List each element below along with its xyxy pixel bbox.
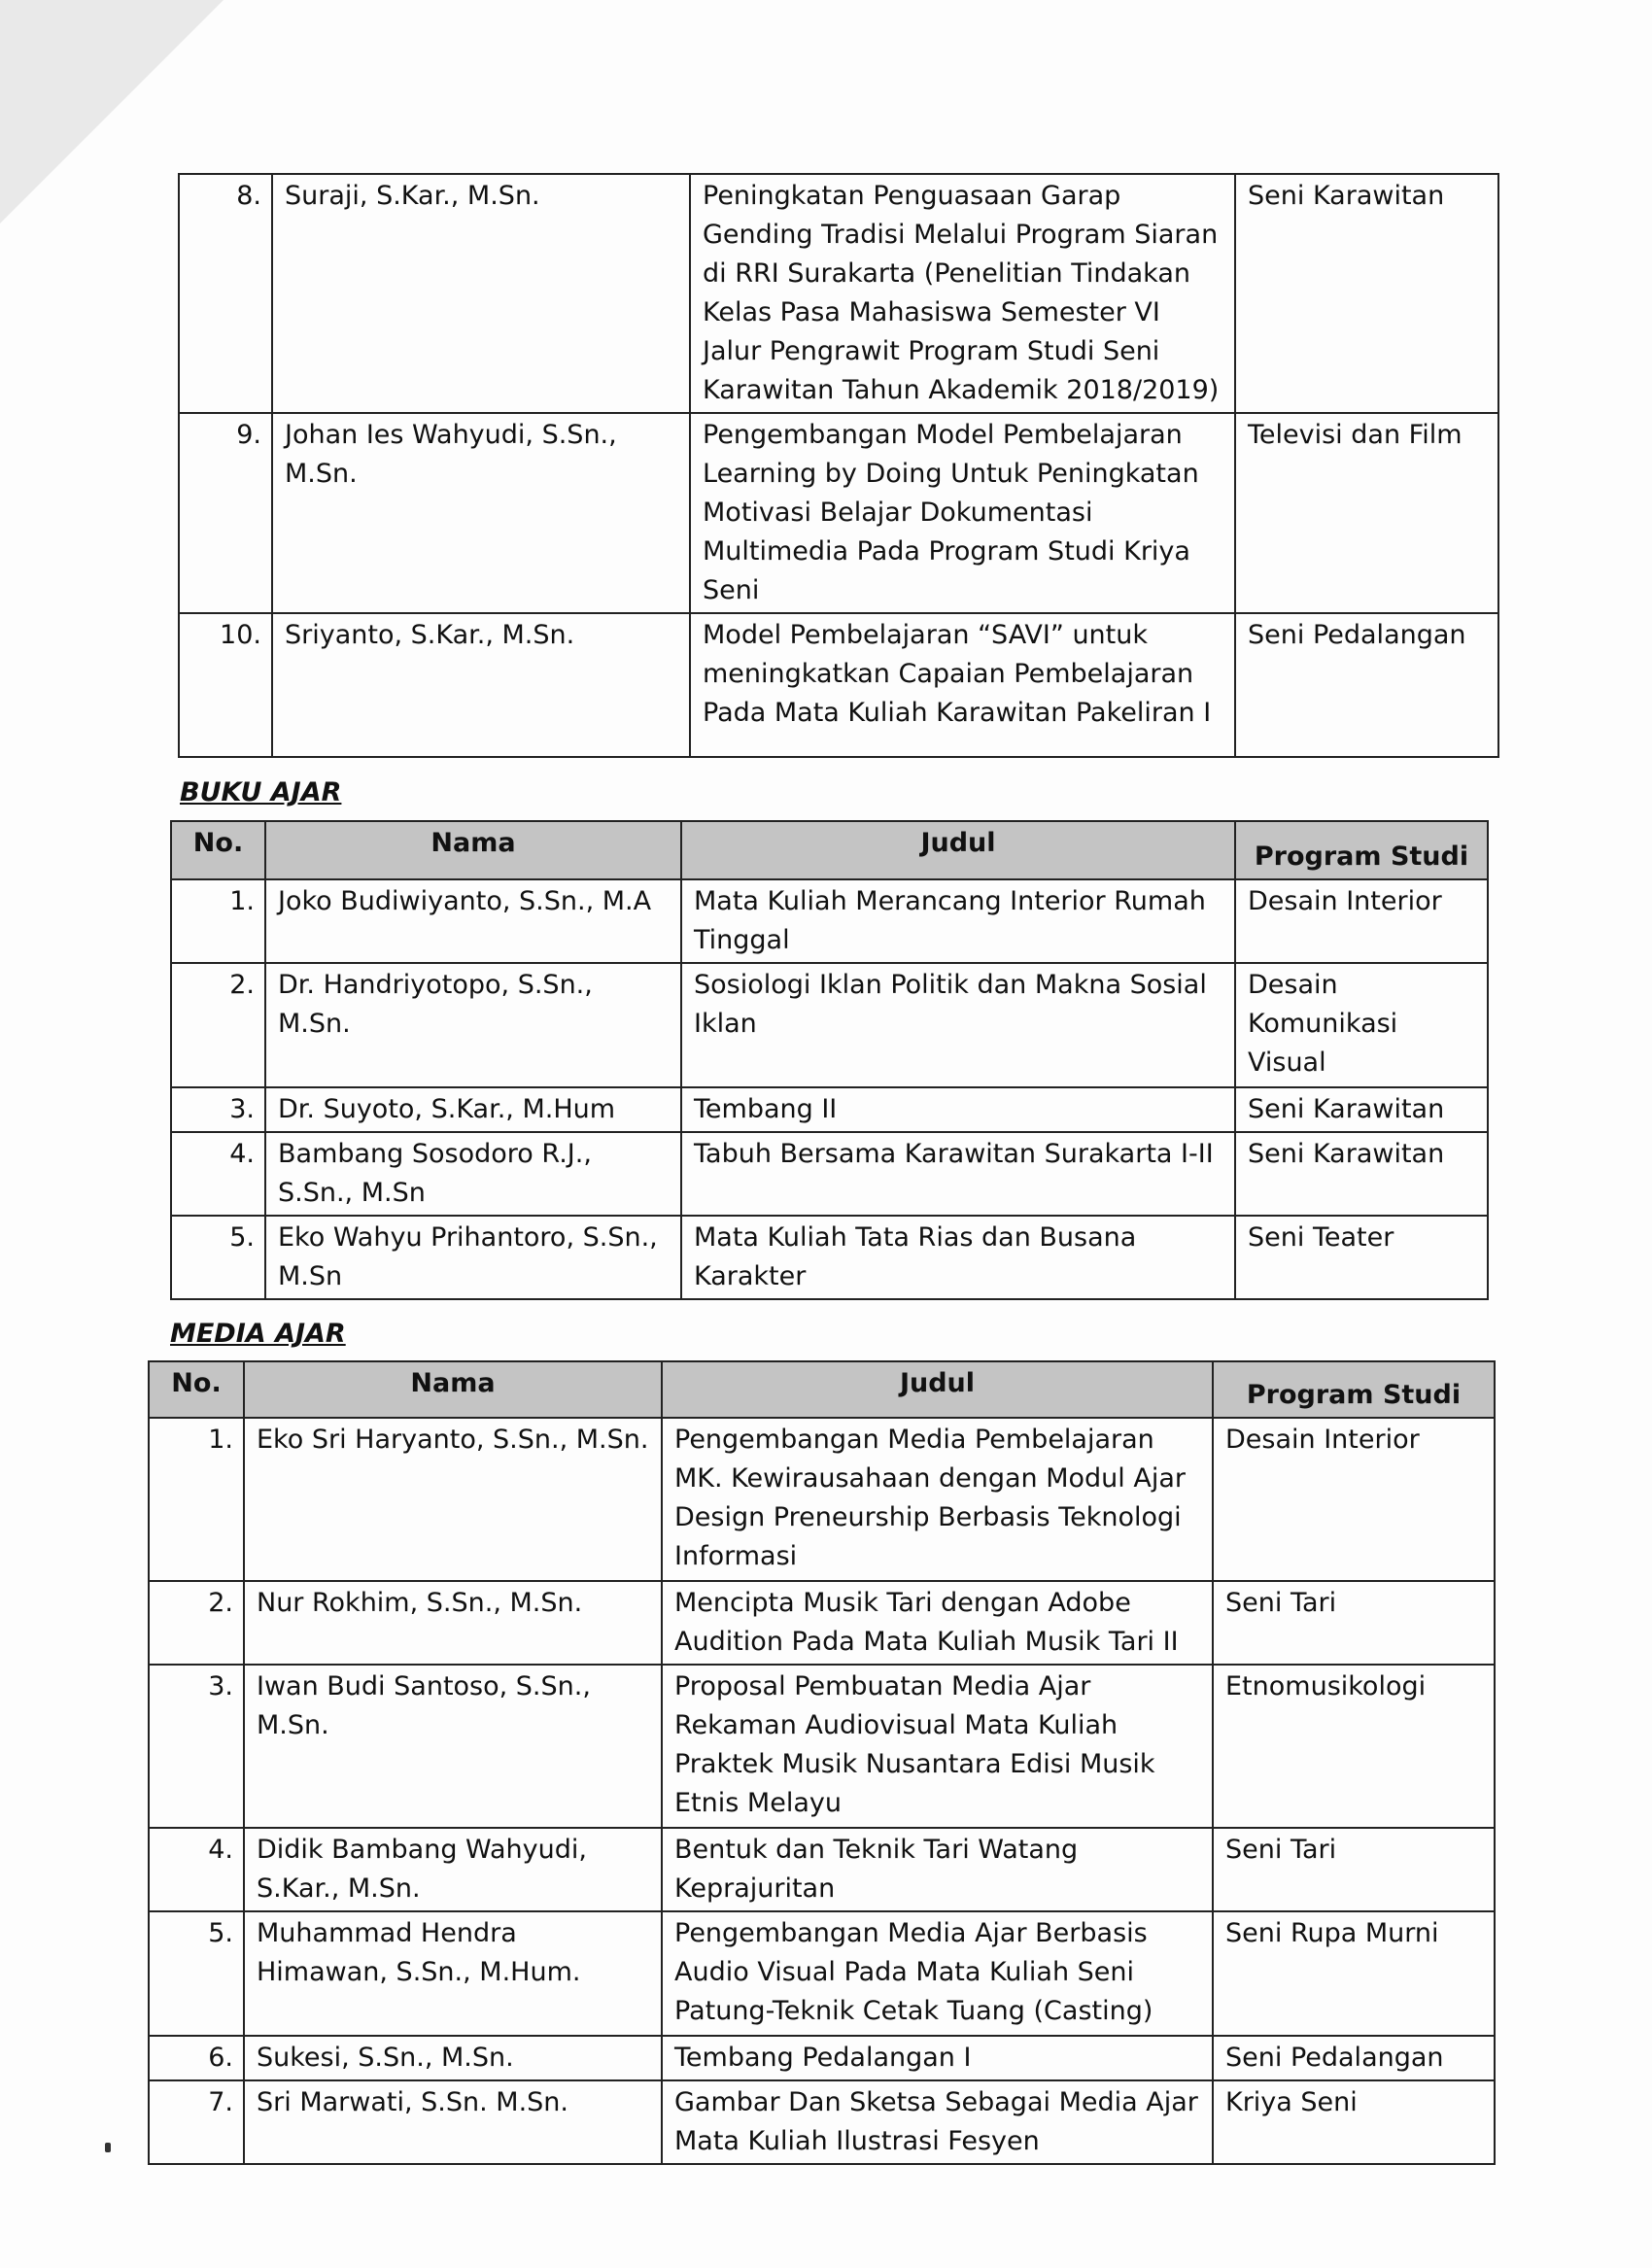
table-row: [149, 2080, 1495, 2164]
table-row: [171, 1132, 1488, 1216]
section-title-buku-ajar: BUKU AJAR: [180, 777, 342, 808]
header-prodi: Program Studi: [1213, 1361, 1495, 1418]
row-nama: Bambang Sosodoro R.J., S.Sn., M.Sn: [265, 1132, 681, 1216]
row-number: 5.: [149, 1911, 244, 2036]
row-judul: Sosiologi Iklan Politik dan Makna Sosial Iklan: [681, 963, 1235, 1087]
row-prodi: Seni Teater: [1235, 1216, 1488, 1299]
row-nama: Joko Budiwiyanto, S.Sn., M.A: [265, 879, 681, 963]
row-nama: Muhammad Hendra Himawan, S.Sn., M.Hum.: [244, 1911, 662, 2036]
row-prodi: Seni Karawitan: [1235, 1132, 1488, 1216]
row-judul: Peningkatan Penguasaan Garap Gending Tradisi Melalui Program Siaran di RRI Surakarta (Penelitian Tindakan Kelas Pasa Mahasiswa Semester VI Jalur Pengrawit Program Studi Seni Karawitan Tahun Akademik 2018/2019): [690, 174, 1235, 413]
row-judul: Bentuk dan Teknik Tari Watang Keprajuritan: [662, 1828, 1213, 1911]
row-judul: Mencipta Musik Tari dengan Adobe Audition Pada Mata Kuliah Musik Tari II: [662, 1581, 1213, 1665]
row-number: 6.: [149, 2036, 244, 2080]
media-ajar-table: [148, 1360, 1496, 2165]
row-nama: Sri Marwati, S.Sn. M.Sn.: [244, 2080, 662, 2164]
row-prodi: Seni Pedalangan: [1213, 2036, 1495, 2080]
row-prodi: Desain Interior: [1235, 879, 1488, 963]
row-judul: Proposal Pembuatan Media Ajar Rekaman Audiovisual Mata Kuliah Praktek Musik Nusantara Edisi Musik Etnis Melayu: [662, 1665, 1213, 1828]
row-number: 10.: [179, 613, 272, 757]
table-header-row: [149, 1361, 1495, 1418]
row-number: 4.: [149, 1828, 244, 1911]
row-number: 2.: [171, 963, 265, 1087]
row-prodi: Desain Komunikasi Visual: [1235, 963, 1488, 1087]
buku-ajar-table: [170, 820, 1489, 1300]
row-prodi: Televisi dan Film: [1235, 413, 1498, 613]
row-prodi: Seni Rupa Murni: [1213, 1911, 1495, 2036]
row-number: 3.: [171, 1087, 265, 1132]
row-nama: Didik Bambang Wahyudi, S.Kar., M.Sn.: [244, 1828, 662, 1911]
row-nama: Eko Sri Haryanto, S.Sn., M.Sn.: [244, 1418, 662, 1581]
table-row: [149, 2036, 1495, 2080]
table-row: [179, 174, 1498, 413]
row-number: 8.: [179, 174, 272, 413]
row-nama: Suraji, S.Kar., M.Sn.: [272, 174, 690, 413]
header-nama: Nama: [244, 1361, 662, 1418]
row-judul: Tabuh Bersama Karawitan Surakarta I-II: [681, 1132, 1235, 1216]
row-prodi: Seni Tari: [1213, 1828, 1495, 1911]
header-judul: Judul: [681, 821, 1235, 879]
row-nama: Dr. Handriyotopo, S.Sn., M.Sn.: [265, 963, 681, 1087]
row-judul: Tembang Pedalangan I: [662, 2036, 1213, 2080]
header-judul: Judul: [662, 1361, 1213, 1418]
header-no: No.: [171, 821, 265, 879]
row-number: 7.: [149, 2080, 244, 2164]
row-nama: Dr. Suyoto, S.Kar., M.Hum: [265, 1087, 681, 1132]
table-header-row: [171, 821, 1488, 879]
row-judul: Tembang II: [681, 1087, 1235, 1132]
row-judul: Model Pembelajaran “SAVI” untuk meningkatkan Capaian Pembelajaran Pada Mata Kuliah Karawitan Pakeliran I: [690, 613, 1235, 757]
ink-mark: [105, 2143, 111, 2152]
section-title-media-ajar: MEDIA AJAR: [170, 1319, 346, 1349]
table-row: [179, 413, 1498, 613]
row-judul: Mata Kuliah Tata Rias dan Busana Karakter: [681, 1216, 1235, 1299]
row-prodi: Seni Tari: [1213, 1581, 1495, 1665]
row-nama: Nur Rokhim, S.Sn., M.Sn.: [244, 1581, 662, 1665]
research-table: [178, 173, 1499, 758]
row-nama: Sriyanto, S.Kar., M.Sn.: [272, 613, 690, 757]
row-prodi: Seni Karawitan: [1235, 174, 1498, 413]
row-prodi: Seni Karawitan: [1235, 1087, 1488, 1132]
table-row: [149, 1665, 1495, 1828]
row-number: 5.: [171, 1216, 265, 1299]
header-no: No.: [149, 1361, 244, 1418]
row-number: 9.: [179, 413, 272, 613]
table-row: [171, 879, 1488, 963]
row-judul: Pengembangan Media Ajar Berbasis Audio Visual Pada Mata Kuliah Seni Patung-Teknik Cetak Tuang (Casting): [662, 1911, 1213, 2036]
row-prodi: Etnomusikologi: [1213, 1665, 1495, 1828]
row-nama: Eko Wahyu Prihantoro, S.Sn., M.Sn: [265, 1216, 681, 1299]
table-row: [171, 1216, 1488, 1299]
table-row: [149, 1911, 1495, 2036]
row-prodi: Kriya Seni: [1213, 2080, 1495, 2164]
row-judul: Pengembangan Media Pembelajaran MK. Kewirausahaan dengan Modul Ajar Design Preneurship Berbasis Teknologi Informasi: [662, 1418, 1213, 1581]
table-row: [171, 1087, 1488, 1132]
row-number: 1.: [171, 879, 265, 963]
row-number: 3.: [149, 1665, 244, 1828]
table-row: [149, 1581, 1495, 1665]
table-row: [149, 1418, 1495, 1581]
row-judul: Gambar Dan Sketsa Sebagai Media Ajar Mata Kuliah Ilustrasi Fesyen: [662, 2080, 1213, 2164]
row-judul: Pengembangan Model Pembelajaran Learning by Doing Untuk Peningkatan Motivasi Belajar Dokumentasi Multimedia Pada Program Studi Kriya Seni: [690, 413, 1235, 613]
table-row: [149, 1828, 1495, 1911]
row-number: 2.: [149, 1581, 244, 1665]
row-nama: Sukesi, S.Sn., M.Sn.: [244, 2036, 662, 2080]
table-row: [179, 613, 1498, 757]
row-nama: Iwan Budi Santoso, S.Sn., M.Sn.: [244, 1665, 662, 1828]
row-prodi: Seni Pedalangan: [1235, 613, 1498, 757]
row-number: 4.: [171, 1132, 265, 1216]
header-prodi: Program Studi: [1235, 821, 1488, 879]
table-row: [171, 963, 1488, 1087]
row-judul: Mata Kuliah Merancang Interior Rumah Tinggal: [681, 879, 1235, 963]
row-prodi: Desain Interior: [1213, 1418, 1495, 1581]
row-nama: Johan Ies Wahyudi, S.Sn., M.Sn.: [272, 413, 690, 613]
row-number: 1.: [149, 1418, 244, 1581]
header-nama: Nama: [265, 821, 681, 879]
